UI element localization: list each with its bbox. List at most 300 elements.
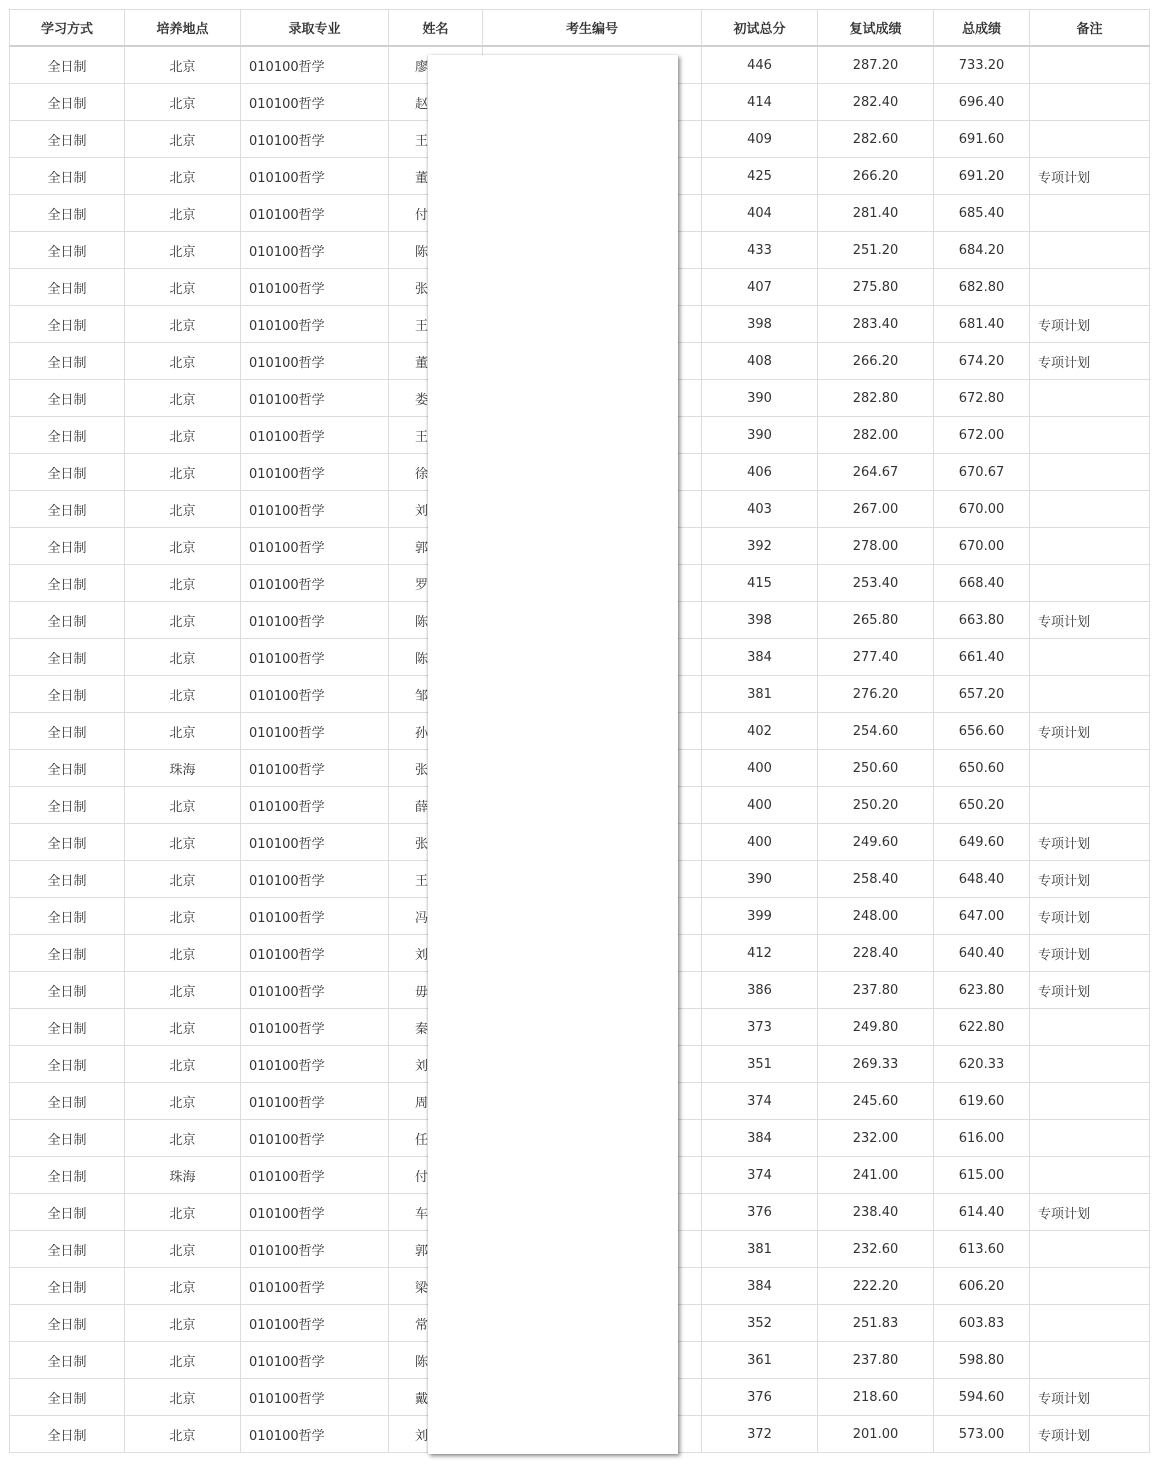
cell-study-mode: 全日制 <box>10 1046 125 1083</box>
cell-total-score: 733.20 <box>934 46 1030 84</box>
cell-initial-score: 407 <box>702 269 818 306</box>
cell-note <box>1030 565 1150 602</box>
cell-name: 董 <box>389 158 483 195</box>
cell-study-mode: 全日制 <box>10 935 125 972</box>
cell-name: 薛 <box>389 787 483 824</box>
cell-total-score: 647.00 <box>934 898 1030 935</box>
cell-note <box>1030 1009 1150 1046</box>
cell-study-mode: 全日制 <box>10 195 125 232</box>
cell-initial-score: 406 <box>702 454 818 491</box>
cell-total-score: 657.20 <box>934 676 1030 713</box>
cell-admitted-major: 010100哲学 <box>241 713 389 750</box>
cell-training-location: 珠海 <box>125 750 241 787</box>
cell-total-score: 603.83 <box>934 1305 1030 1342</box>
cell-total-score: 648.40 <box>934 861 1030 898</box>
cell-retest-score: 218.60 <box>818 1379 934 1416</box>
cell-note <box>1030 232 1150 269</box>
cell-initial-score: 372 <box>702 1416 818 1453</box>
cell-note: 专项计划 <box>1030 158 1150 195</box>
cell-training-location: 北京 <box>125 158 241 195</box>
header-study-mode: 学习方式 <box>10 10 125 47</box>
cell-training-location: 北京 <box>125 417 241 454</box>
cell-total-score: 573.00 <box>934 1416 1030 1453</box>
cell-retest-score: 222.20 <box>818 1268 934 1305</box>
cell-admitted-major: 010100哲学 <box>241 491 389 528</box>
cell-admitted-major: 010100哲学 <box>241 1009 389 1046</box>
cell-initial-score: 414 <box>702 84 818 121</box>
cell-total-score: 668.40 <box>934 565 1030 602</box>
cell-name: 郭 <box>389 1231 483 1268</box>
cell-study-mode: 全日制 <box>10 343 125 380</box>
cell-training-location: 北京 <box>125 306 241 343</box>
cell-training-location: 北京 <box>125 1305 241 1342</box>
cell-training-location: 北京 <box>125 84 241 121</box>
header-retest-score: 复试成绩 <box>818 10 934 47</box>
cell-admitted-major: 010100哲学 <box>241 528 389 565</box>
cell-total-score: 598.80 <box>934 1342 1030 1379</box>
cell-note <box>1030 676 1150 713</box>
cell-training-location: 北京 <box>125 232 241 269</box>
cell-total-score: 606.20 <box>934 1268 1030 1305</box>
cell-note <box>1030 84 1150 121</box>
cell-initial-score: 390 <box>702 380 818 417</box>
header-note: 备注 <box>1030 10 1150 47</box>
cell-initial-score: 408 <box>702 343 818 380</box>
cell-note: 专项计划 <box>1030 306 1150 343</box>
cell-retest-score: 228.40 <box>818 935 934 972</box>
cell-initial-score: 390 <box>702 417 818 454</box>
cell-note: 专项计划 <box>1030 1194 1150 1231</box>
cell-total-score: 650.20 <box>934 787 1030 824</box>
cell-admitted-major: 010100哲学 <box>241 1083 389 1120</box>
cell-admitted-major: 010100哲学 <box>241 639 389 676</box>
cell-initial-score: 361 <box>702 1342 818 1379</box>
cell-total-score: 616.00 <box>934 1120 1030 1157</box>
cell-training-location: 北京 <box>125 676 241 713</box>
cell-study-mode: 全日制 <box>10 1083 125 1120</box>
cell-total-score: 620.33 <box>934 1046 1030 1083</box>
cell-note <box>1030 491 1150 528</box>
cell-name: 付 <box>389 1157 483 1194</box>
cell-retest-score: 276.20 <box>818 676 934 713</box>
cell-total-score: 672.80 <box>934 380 1030 417</box>
cell-admitted-major: 010100哲学 <box>241 972 389 1009</box>
cell-initial-score: 352 <box>702 1305 818 1342</box>
cell-retest-score: 237.80 <box>818 972 934 1009</box>
cell-total-score: 649.60 <box>934 824 1030 861</box>
cell-name: 冯 <box>389 898 483 935</box>
cell-study-mode: 全日制 <box>10 1379 125 1416</box>
cell-training-location: 北京 <box>125 1268 241 1305</box>
cell-study-mode: 全日制 <box>10 1009 125 1046</box>
cell-note <box>1030 1083 1150 1120</box>
cell-admitted-major: 010100哲学 <box>241 84 389 121</box>
header-name: 姓名 <box>389 10 483 47</box>
cell-retest-score: 282.60 <box>818 121 934 158</box>
cell-initial-score: 398 <box>702 602 818 639</box>
cell-training-location: 北京 <box>125 1009 241 1046</box>
header-initial-score: 初试总分 <box>702 10 818 47</box>
cell-training-location: 北京 <box>125 343 241 380</box>
cell-admitted-major: 010100哲学 <box>241 1194 389 1231</box>
cell-retest-score: 232.60 <box>818 1231 934 1268</box>
cell-admitted-major: 010100哲学 <box>241 232 389 269</box>
cell-name: 王 <box>389 417 483 454</box>
cell-total-score: 623.80 <box>934 972 1030 1009</box>
cell-initial-score: 376 <box>702 1379 818 1416</box>
cell-note <box>1030 417 1150 454</box>
cell-study-mode: 全日制 <box>10 84 125 121</box>
cell-study-mode: 全日制 <box>10 1231 125 1268</box>
cell-retest-score: 241.00 <box>818 1157 934 1194</box>
cell-study-mode: 全日制 <box>10 380 125 417</box>
cell-admitted-major: 010100哲学 <box>241 306 389 343</box>
redaction-overlay <box>428 55 678 1454</box>
cell-admitted-major: 010100哲学 <box>241 195 389 232</box>
cell-admitted-major: 010100哲学 <box>241 1268 389 1305</box>
cell-note: 专项计划 <box>1030 1416 1150 1453</box>
cell-name: 廖 <box>389 46 483 84</box>
cell-training-location: 北京 <box>125 528 241 565</box>
cell-admitted-major: 010100哲学 <box>241 1416 389 1453</box>
cell-total-score: 691.20 <box>934 158 1030 195</box>
cell-initial-score: 403 <box>702 491 818 528</box>
cell-note <box>1030 750 1150 787</box>
cell-retest-score: 232.00 <box>818 1120 934 1157</box>
cell-name: 娄 <box>389 380 483 417</box>
cell-note <box>1030 1342 1150 1379</box>
cell-admitted-major: 010100哲学 <box>241 1379 389 1416</box>
cell-study-mode: 全日制 <box>10 639 125 676</box>
cell-initial-score: 373 <box>702 1009 818 1046</box>
cell-training-location: 北京 <box>125 565 241 602</box>
cell-total-score: 622.80 <box>934 1009 1030 1046</box>
cell-study-mode: 全日制 <box>10 1305 125 1342</box>
cell-training-location: 北京 <box>125 639 241 676</box>
cell-study-mode: 全日制 <box>10 1120 125 1157</box>
cell-retest-score: 281.40 <box>818 195 934 232</box>
cell-note <box>1030 639 1150 676</box>
cell-retest-score: 250.20 <box>818 787 934 824</box>
cell-total-score: 614.40 <box>934 1194 1030 1231</box>
cell-retest-score: 254.60 <box>818 713 934 750</box>
cell-training-location: 北京 <box>125 195 241 232</box>
cell-total-score: 672.00 <box>934 417 1030 454</box>
cell-name: 刘 <box>389 1416 483 1453</box>
cell-initial-score: 402 <box>702 713 818 750</box>
cell-note <box>1030 1305 1150 1342</box>
cell-admitted-major: 010100哲学 <box>241 824 389 861</box>
cell-initial-score: 412 <box>702 935 818 972</box>
cell-study-mode: 全日制 <box>10 1157 125 1194</box>
cell-retest-score: 249.80 <box>818 1009 934 1046</box>
cell-name: 王 <box>389 306 483 343</box>
cell-training-location: 珠海 <box>125 1157 241 1194</box>
cell-total-score: 650.60 <box>934 750 1030 787</box>
cell-name: 陈 <box>389 1342 483 1379</box>
cell-retest-score: 201.00 <box>818 1416 934 1453</box>
cell-name: 毋 <box>389 972 483 1009</box>
cell-study-mode: 全日制 <box>10 713 125 750</box>
cell-retest-score: 282.80 <box>818 380 934 417</box>
cell-initial-score: 399 <box>702 898 818 935</box>
cell-admitted-major: 010100哲学 <box>241 46 389 84</box>
cell-retest-score: 277.40 <box>818 639 934 676</box>
cell-study-mode: 全日制 <box>10 269 125 306</box>
cell-retest-score: 251.20 <box>818 232 934 269</box>
cell-total-score: 615.00 <box>934 1157 1030 1194</box>
cell-training-location: 北京 <box>125 46 241 84</box>
cell-note: 专项计划 <box>1030 935 1150 972</box>
cell-name: 戴 <box>389 1379 483 1416</box>
cell-name: 刘 <box>389 935 483 972</box>
cell-retest-score: 269.33 <box>818 1046 934 1083</box>
cell-initial-score: 425 <box>702 158 818 195</box>
cell-admitted-major: 010100哲学 <box>241 1305 389 1342</box>
cell-training-location: 北京 <box>125 972 241 1009</box>
cell-retest-score: 266.20 <box>818 343 934 380</box>
header-total-score: 总成绩 <box>934 10 1030 47</box>
cell-study-mode: 全日制 <box>10 306 125 343</box>
cell-training-location: 北京 <box>125 1120 241 1157</box>
cell-initial-score: 404 <box>702 195 818 232</box>
cell-name: 邹 <box>389 676 483 713</box>
cell-study-mode: 全日制 <box>10 787 125 824</box>
cell-note <box>1030 528 1150 565</box>
cell-admitted-major: 010100哲学 <box>241 1120 389 1157</box>
cell-study-mode: 全日制 <box>10 972 125 1009</box>
cell-study-mode: 全日制 <box>10 417 125 454</box>
cell-total-score: 670.67 <box>934 454 1030 491</box>
cell-name: 王 <box>389 121 483 158</box>
cell-retest-score: 245.60 <box>818 1083 934 1120</box>
cell-training-location: 北京 <box>125 380 241 417</box>
cell-initial-score: 381 <box>702 1231 818 1268</box>
cell-note <box>1030 121 1150 158</box>
cell-study-mode: 全日制 <box>10 824 125 861</box>
cell-admitted-major: 010100哲学 <box>241 861 389 898</box>
cell-name: 张 <box>389 269 483 306</box>
cell-initial-score: 392 <box>702 528 818 565</box>
cell-study-mode: 全日制 <box>10 528 125 565</box>
cell-note: 专项计划 <box>1030 1379 1150 1416</box>
cell-retest-score: 287.20 <box>818 46 934 84</box>
cell-name: 梁 <box>389 1268 483 1305</box>
cell-total-score: 613.60 <box>934 1231 1030 1268</box>
cell-admitted-major: 010100哲学 <box>241 898 389 935</box>
cell-admitted-major: 010100哲学 <box>241 158 389 195</box>
cell-note <box>1030 46 1150 84</box>
cell-retest-score: 258.40 <box>818 861 934 898</box>
cell-study-mode: 全日制 <box>10 46 125 84</box>
cell-name: 常 <box>389 1305 483 1342</box>
cell-training-location: 北京 <box>125 1416 241 1453</box>
cell-retest-score: 267.00 <box>818 491 934 528</box>
cell-initial-score: 384 <box>702 1268 818 1305</box>
cell-training-location: 北京 <box>125 935 241 972</box>
cell-training-location: 北京 <box>125 1231 241 1268</box>
cell-training-location: 北京 <box>125 491 241 528</box>
cell-note <box>1030 454 1150 491</box>
cell-study-mode: 全日制 <box>10 1342 125 1379</box>
cell-name: 张 <box>389 824 483 861</box>
cell-training-location: 北京 <box>125 713 241 750</box>
cell-training-location: 北京 <box>125 1083 241 1120</box>
cell-name: 车 <box>389 1194 483 1231</box>
cell-total-score: 682.80 <box>934 269 1030 306</box>
cell-note <box>1030 1157 1150 1194</box>
cell-training-location: 北京 <box>125 1342 241 1379</box>
header-admitted-major: 录取专业 <box>241 10 389 47</box>
cell-initial-score: 374 <box>702 1157 818 1194</box>
cell-name: 刘 <box>389 491 483 528</box>
cell-name: 陈 <box>389 639 483 676</box>
cell-retest-score: 250.60 <box>818 750 934 787</box>
cell-note <box>1030 787 1150 824</box>
cell-total-score: 663.80 <box>934 602 1030 639</box>
cell-training-location: 北京 <box>125 1194 241 1231</box>
cell-initial-score: 351 <box>702 1046 818 1083</box>
cell-admitted-major: 010100哲学 <box>241 417 389 454</box>
cell-name: 徐 <box>389 454 483 491</box>
cell-training-location: 北京 <box>125 121 241 158</box>
cell-total-score: 656.60 <box>934 713 1030 750</box>
cell-training-location: 北京 <box>125 861 241 898</box>
cell-admitted-major: 010100哲学 <box>241 565 389 602</box>
cell-initial-score: 384 <box>702 1120 818 1157</box>
cell-note: 专项计划 <box>1030 602 1150 639</box>
cell-name: 任 <box>389 1120 483 1157</box>
cell-name: 陈 <box>389 602 483 639</box>
cell-admitted-major: 010100哲学 <box>241 1157 389 1194</box>
cell-retest-score: 282.40 <box>818 84 934 121</box>
cell-initial-score: 446 <box>702 46 818 84</box>
cell-retest-score: 238.40 <box>818 1194 934 1231</box>
cell-name: 秦 <box>389 1009 483 1046</box>
cell-name: 刘 <box>389 1046 483 1083</box>
cell-study-mode: 全日制 <box>10 676 125 713</box>
cell-name: 张 <box>389 750 483 787</box>
cell-admitted-major: 010100哲学 <box>241 1231 389 1268</box>
cell-study-mode: 全日制 <box>10 232 125 269</box>
cell-study-mode: 全日制 <box>10 602 125 639</box>
cell-retest-score: 248.00 <box>818 898 934 935</box>
cell-admitted-major: 010100哲学 <box>241 454 389 491</box>
cell-admitted-major: 010100哲学 <box>241 676 389 713</box>
cell-total-score: 691.60 <box>934 121 1030 158</box>
cell-retest-score: 283.40 <box>818 306 934 343</box>
cell-name: 付 <box>389 195 483 232</box>
cell-total-score: 594.60 <box>934 1379 1030 1416</box>
cell-admitted-major: 010100哲学 <box>241 787 389 824</box>
cell-study-mode: 全日制 <box>10 1268 125 1305</box>
cell-retest-score: 265.80 <box>818 602 934 639</box>
cell-total-score: 674.20 <box>934 343 1030 380</box>
cell-study-mode: 全日制 <box>10 158 125 195</box>
cell-note <box>1030 269 1150 306</box>
table-header-row <box>10 10 1150 47</box>
header-training-location: 培养地点 <box>125 10 241 47</box>
cell-study-mode: 全日制 <box>10 861 125 898</box>
cell-note <box>1030 1268 1150 1305</box>
cell-admitted-major: 010100哲学 <box>241 750 389 787</box>
cell-retest-score: 266.20 <box>818 158 934 195</box>
cell-note: 专项计划 <box>1030 343 1150 380</box>
cell-note <box>1030 195 1150 232</box>
cell-retest-score: 278.00 <box>818 528 934 565</box>
cell-name: 赵 <box>389 84 483 121</box>
cell-admitted-major: 010100哲学 <box>241 380 389 417</box>
cell-total-score: 619.60 <box>934 1083 1030 1120</box>
cell-initial-score: 433 <box>702 232 818 269</box>
cell-total-score: 661.40 <box>934 639 1030 676</box>
cell-note: 专项计划 <box>1030 898 1150 935</box>
cell-total-score: 696.40 <box>934 84 1030 121</box>
cell-retest-score: 264.67 <box>818 454 934 491</box>
cell-study-mode: 全日制 <box>10 1194 125 1231</box>
cell-training-location: 北京 <box>125 269 241 306</box>
cell-initial-score: 376 <box>702 1194 818 1231</box>
cell-initial-score: 415 <box>702 565 818 602</box>
cell-note <box>1030 380 1150 417</box>
cell-total-score: 685.40 <box>934 195 1030 232</box>
cell-note <box>1030 1046 1150 1083</box>
cell-admitted-major: 010100哲学 <box>241 269 389 306</box>
cell-study-mode: 全日制 <box>10 750 125 787</box>
cell-initial-score: 386 <box>702 972 818 1009</box>
cell-note <box>1030 1231 1150 1268</box>
cell-training-location: 北京 <box>125 787 241 824</box>
cell-name: 孙 <box>389 713 483 750</box>
cell-initial-score: 400 <box>702 787 818 824</box>
cell-name: 罗 <box>389 565 483 602</box>
cell-initial-score: 374 <box>702 1083 818 1120</box>
cell-name: 陈 <box>389 232 483 269</box>
cell-name: 董 <box>389 343 483 380</box>
cell-note <box>1030 1120 1150 1157</box>
cell-note: 专项计划 <box>1030 824 1150 861</box>
cell-retest-score: 249.60 <box>818 824 934 861</box>
cell-retest-score: 275.80 <box>818 269 934 306</box>
cell-retest-score: 237.80 <box>818 1342 934 1379</box>
cell-name: 周 <box>389 1083 483 1120</box>
cell-training-location: 北京 <box>125 898 241 935</box>
cell-study-mode: 全日制 <box>10 898 125 935</box>
cell-initial-score: 384 <box>702 639 818 676</box>
cell-total-score: 670.00 <box>934 491 1030 528</box>
cell-note: 专项计划 <box>1030 972 1150 1009</box>
cell-initial-score: 400 <box>702 750 818 787</box>
cell-name: 王 <box>389 861 483 898</box>
cell-admitted-major: 010100哲学 <box>241 1342 389 1379</box>
header-exam-id: 考生编号 <box>483 10 702 47</box>
cell-study-mode: 全日制 <box>10 121 125 158</box>
cell-name: 郭 <box>389 528 483 565</box>
cell-study-mode: 全日制 <box>10 454 125 491</box>
cell-retest-score: 253.40 <box>818 565 934 602</box>
cell-training-location: 北京 <box>125 602 241 639</box>
cell-study-mode: 全日制 <box>10 491 125 528</box>
cell-training-location: 北京 <box>125 1046 241 1083</box>
cell-initial-score: 398 <box>702 306 818 343</box>
cell-training-location: 北京 <box>125 1379 241 1416</box>
cell-initial-score: 400 <box>702 824 818 861</box>
cell-total-score: 681.40 <box>934 306 1030 343</box>
cell-initial-score: 381 <box>702 676 818 713</box>
cell-admitted-major: 010100哲学 <box>241 121 389 158</box>
cell-initial-score: 409 <box>702 121 818 158</box>
cell-retest-score: 251.83 <box>818 1305 934 1342</box>
